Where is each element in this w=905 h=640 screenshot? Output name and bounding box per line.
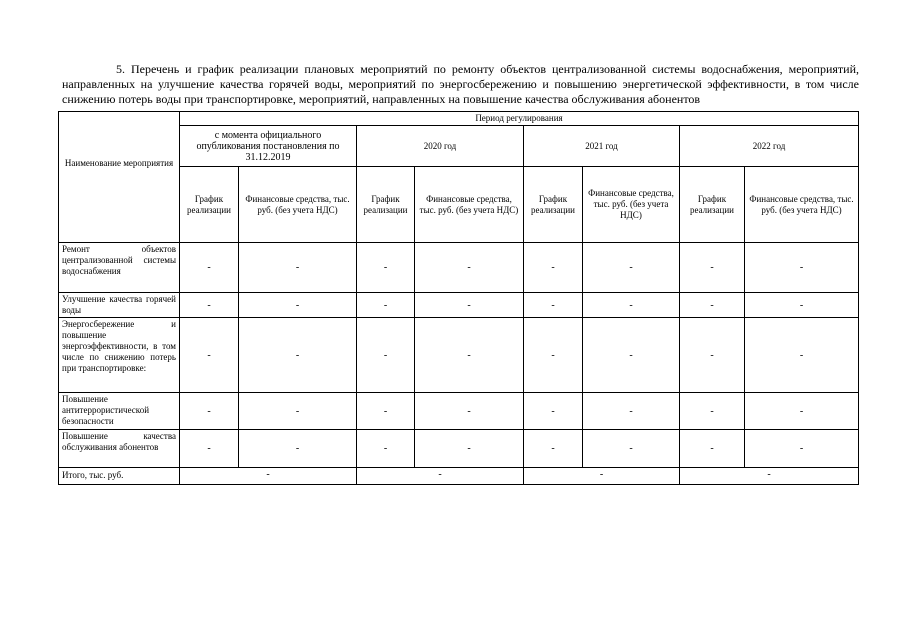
table-row [59,393,859,430]
cell-value: - [180,393,239,430]
row-name: Повышение качества обслуживания абонентов [59,430,180,468]
cell-value: - [357,243,415,293]
cell-value: - [583,293,680,318]
cell-value: - [415,393,524,430]
cell-value: - [524,293,583,318]
subheader-finance: Финансовые средства, тыс. руб. (без учета НДС) [415,167,524,243]
row-name: Улучшение качества горячей воды [59,293,180,318]
cell-value: - [357,430,415,468]
cell-value: - [239,430,357,468]
cell-value: - [239,393,357,430]
cell-value: - [745,430,859,468]
subheader-schedule: График реализации [357,167,415,243]
subheader-schedule: График реализации [180,167,239,243]
cell-value: - [583,430,680,468]
period-2020: 2020 год [357,126,524,167]
subheader-finance: Финансовые средства, тыс. руб. (без учета НДС) [239,167,357,243]
cell-value: - [680,430,745,468]
cell-value: - [239,243,357,293]
table-row [59,293,859,318]
cell-value: - [745,243,859,293]
cell-value: - [357,318,415,393]
period-initial: с момента официального опубликования постановления по 31.12.2019 [180,126,357,167]
subheader-finance: Финансовые средства, тыс. руб. (без учета НДС) [583,167,680,243]
period-header: Период регулирования [180,112,859,126]
cell-value: - [524,318,583,393]
heading-text: 5. Перечень и график реализации плановых мероприятий по ремонту объектов централизованной системы водоснабжения, мероприятий, направленных на улучшение качества горячей воды, мероприятий по энергосбережению и повышению энергетической эффективности, в том числе снижению потерь воды при транспортировке, мероприятий, направленных на повышение качества обслуживания абонентов [62,62,859,106]
cell-value: - [180,293,239,318]
total-value: - [524,468,680,485]
cell-value: - [583,318,680,393]
cell-value: - [415,318,524,393]
cell-value: - [524,243,583,293]
cell-value: - [680,293,745,318]
subheader-finance: Финансовые средства, тыс. руб. (без учета НДС) [745,167,859,243]
document-heading [62,62,859,107]
cell-value: - [524,393,583,430]
cell-value: - [415,430,524,468]
row-name: Энергосбережение и повышение энергоэффективности, в том числе по снижению потерь при транспортировке: [59,318,180,393]
cell-value: - [415,243,524,293]
cell-value: - [180,430,239,468]
total-value: - [357,468,524,485]
total-value: - [180,468,357,485]
name-column-header: Наименование мероприятия [59,112,180,243]
cell-value: - [745,318,859,393]
cell-value: - [357,293,415,318]
cell-value: - [239,318,357,393]
table-row [59,243,859,293]
cell-value: - [583,393,680,430]
total-label: Итого, тыс. руб. [59,468,180,485]
row-name: Ремонт объектов централизованной системы водоснабжения [59,243,180,293]
total-row [59,468,859,485]
table-row [59,318,859,393]
cell-value: - [745,393,859,430]
cell-value: - [583,243,680,293]
plan-table [58,111,859,485]
row-name: Повышение антитеррористической безопасности [59,393,180,430]
table-row [59,430,859,468]
cell-value: - [357,393,415,430]
subheader-schedule: График реализации [680,167,745,243]
subheader-schedule: График реализации [524,167,583,243]
cell-value: - [680,318,745,393]
period-2021: 2021 год [524,126,680,167]
cell-value: - [745,293,859,318]
cell-value: - [239,293,357,318]
cell-value: - [415,293,524,318]
total-value: - [680,468,859,485]
cell-value: - [680,393,745,430]
period-2022: 2022 год [680,126,859,167]
cell-value: - [680,243,745,293]
cell-value: - [180,318,239,393]
cell-value: - [524,430,583,468]
cell-value: - [180,243,239,293]
